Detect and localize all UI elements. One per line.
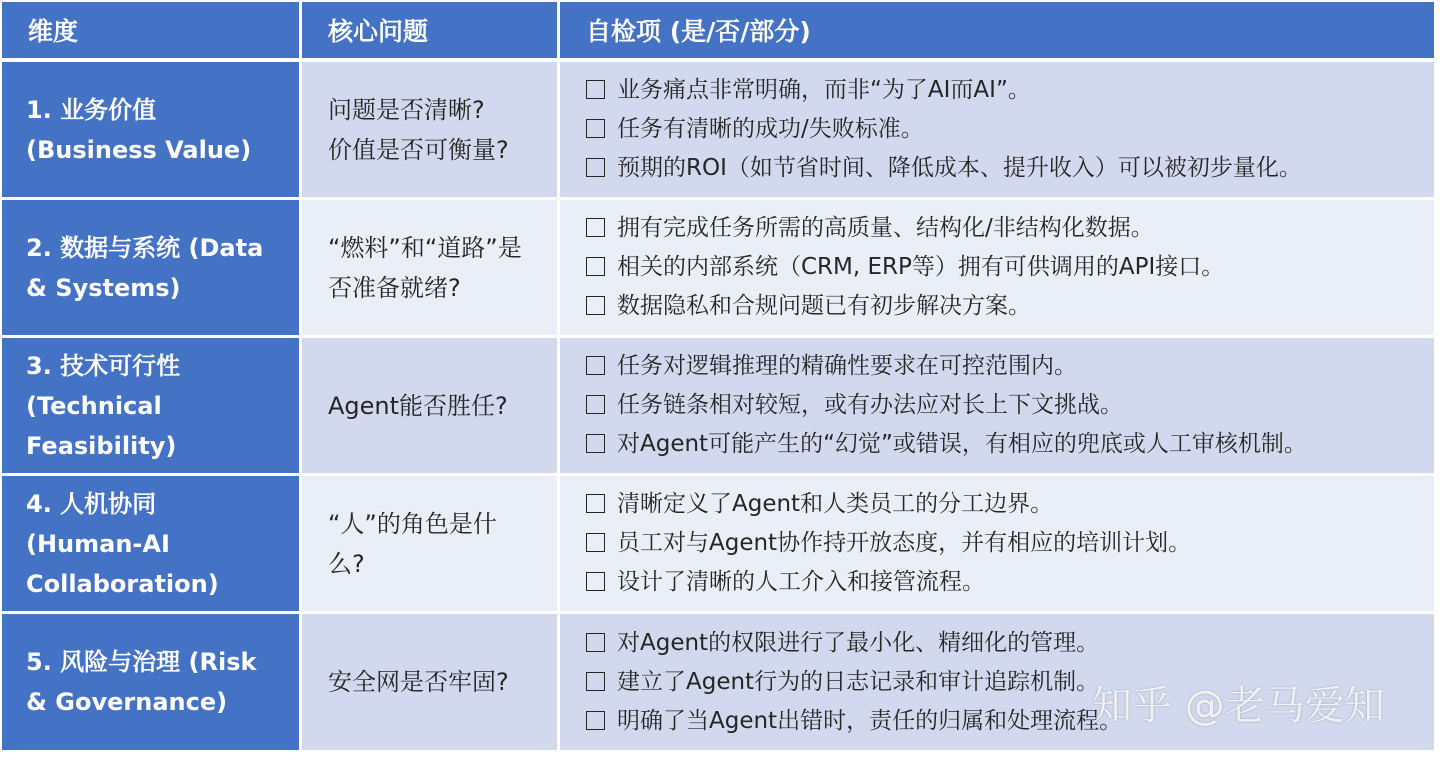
core-question	[302, 62, 557, 197]
checklist-item	[586, 110, 1434, 149]
checklist-table	[2, 2, 1434, 752]
checklist-item	[586, 425, 1434, 464]
checklist-item-text: 建立了Agent行为的日志记录和审计追踪机制。	[617, 668, 1100, 695]
checklist-item-text: 任务对逻辑推理的精确性要求在可控范围内。	[617, 353, 1077, 379]
checkbox-icon[interactable]	[586, 672, 605, 691]
core-question	[302, 614, 557, 750]
checklist-item-text: 对Agent可能产生的“幻觉”或错误，有相应的兜底或人工审核机制。	[617, 431, 1307, 457]
checkbox-icon[interactable]	[586, 494, 605, 513]
dimension-line: Collaboration)	[26, 569, 219, 598]
dimension-line: (Business Value)	[26, 135, 252, 164]
core-question	[302, 476, 557, 611]
dimension-line: & Systems)	[26, 273, 181, 302]
checklist-item	[586, 347, 1434, 386]
dimension-line: (Human-AI	[26, 529, 170, 558]
question-line: “人”的角色是什	[328, 509, 497, 538]
checklist-item	[586, 209, 1434, 248]
header-self-check: 自检项 (是/否/部分)	[560, 2, 1434, 58]
header-core-question: 核心问题	[302, 2, 557, 58]
checkbox-icon[interactable]	[586, 257, 605, 276]
checkbox-icon[interactable]	[586, 533, 605, 552]
checklist-item-text: 设计了清晰的人工介入和接管流程。	[617, 569, 985, 595]
checklist-item	[586, 624, 1434, 663]
checklist-item-text: 业务痛点非常明确，而非“为了AI而AI”。	[617, 77, 1031, 103]
checkbox-icon[interactable]	[586, 395, 605, 414]
zhihu-watermark: 知乎 @老马爱知	[1092, 683, 1385, 729]
question-line: 安全网是否牢固?	[328, 668, 509, 696]
checklist-item-text: 拥有完成任务所需的高质量、结构化/非结构化数据。	[617, 215, 1154, 241]
checkbox-icon[interactable]	[586, 356, 605, 375]
checkbox-icon[interactable]	[586, 434, 605, 453]
question-line: 问题是否清晰?	[328, 95, 485, 124]
dimension-line: & Governance)	[26, 688, 228, 716]
checklist-item-text: 清晰定义了Agent和人类员工的分工边界。	[617, 491, 1054, 517]
checkbox-icon[interactable]	[586, 218, 605, 237]
checklist-item	[586, 287, 1434, 326]
checkbox-icon[interactable]	[586, 711, 605, 730]
dimension-line: 2. 数据与系统 (Data	[26, 233, 264, 262]
question-line: 么?	[328, 549, 365, 578]
dimension-line: 3. 技术可行性	[26, 351, 181, 380]
dimension-line: 5. 风险与治理 (Risk	[26, 648, 257, 676]
checklist-item	[586, 524, 1434, 563]
checklist-item-text: 相关的内部系统（CRM, ERP等）拥有可供调用的API接口。	[617, 254, 1225, 280]
checkbox-icon[interactable]	[586, 119, 605, 138]
checklist-item	[586, 71, 1434, 110]
question-line: “燃料”和“道路”是	[328, 233, 522, 262]
checklist-item-text: 数据隐私和合规问题已有初步解决方案。	[617, 293, 1031, 319]
question-line: 否准备就绪?	[328, 273, 461, 302]
dimension-human-ai-collaboration	[2, 476, 299, 611]
checklist-items	[560, 476, 1434, 611]
checkbox-icon[interactable]	[586, 158, 605, 177]
dimension-technical-feasibility	[2, 338, 299, 473]
checklist-item	[586, 485, 1434, 524]
question-line: 价值是否可衡量?	[328, 135, 509, 164]
dimension-risk-governance	[2, 614, 299, 750]
checklist-item	[586, 248, 1434, 287]
checklist-item-text: 任务有清晰的成功/失败标准。	[617, 116, 924, 142]
dimension-data-systems	[2, 200, 299, 335]
question-line: Agent能否胜任?	[328, 391, 508, 420]
checklist-item	[586, 386, 1434, 425]
core-question	[302, 200, 557, 335]
dimension-line: Feasibility)	[26, 431, 177, 460]
checkbox-icon[interactable]	[586, 296, 605, 315]
checklist-item-text: 任务链条相对较短，或有办法应对长上下文挑战。	[617, 392, 1123, 418]
checkbox-icon[interactable]	[586, 633, 605, 652]
checklist-items	[560, 338, 1434, 473]
dimension-line: 4. 人机协同	[26, 489, 157, 518]
checklist-item-text: 明确了当Agent出错时，责任的归属和处理流程。	[617, 707, 1123, 734]
checklist-item	[586, 149, 1434, 188]
checklist-items	[560, 200, 1434, 335]
dimension-line: 1. 业务价值	[26, 95, 157, 124]
checklist-items	[560, 62, 1434, 197]
checklist-item	[586, 563, 1434, 602]
checklist-item-text: 对Agent的权限进行了最小化、精细化的管理。	[617, 629, 1100, 656]
header-dimension: 维度	[2, 2, 299, 58]
checkbox-icon[interactable]	[586, 572, 605, 591]
dimension-line: (Technical	[26, 391, 162, 420]
core-question	[302, 338, 557, 473]
dimension-business-value	[2, 62, 299, 197]
checklist-item-text: 员工对与Agent协作持开放态度，并有相应的培训计划。	[617, 530, 1192, 556]
checkbox-icon[interactable]	[586, 80, 605, 99]
checklist-item-text: 预期的ROI（如节省时间、降低成本、提升收入）可以被初步量化。	[617, 155, 1302, 181]
